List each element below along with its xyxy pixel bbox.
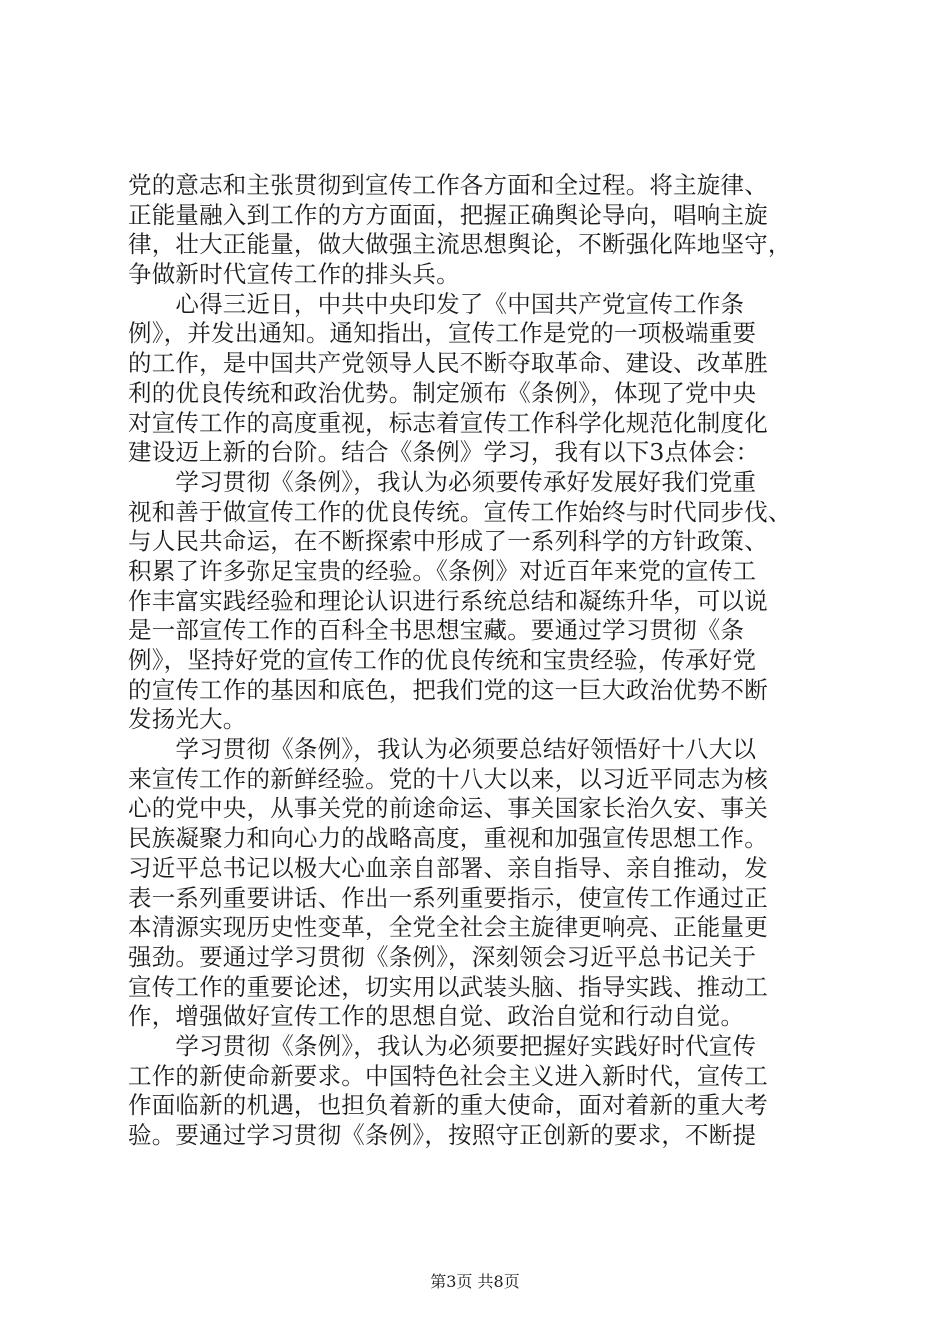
text-line: 学习贯彻《条例》，我认为必须要传承好发展好我们党重 bbox=[128, 467, 757, 496]
text-line: 工作的新使命新要求。中国特色社会主义进入新时代，宣传工 bbox=[128, 1061, 768, 1090]
text-line: 作面临新的机遇，也担负着新的重大使命，面对着新的重大考 bbox=[128, 1091, 768, 1120]
text-line: 学习贯彻《条例》，我认为必须要总结好领悟好十八大以 bbox=[128, 735, 757, 764]
document-body bbox=[128, 171, 840, 1151]
text-line: 心得三近日，中共中央印发了《中国共产党宣传工作条 bbox=[128, 289, 745, 318]
text-line: 正能量融入到工作的方方面面，把握正确舆论导向，唱响主旋 bbox=[128, 200, 768, 229]
text-line: 是一部宣传工作的百科全书思想宝藏。要通过学习贯彻《条 bbox=[128, 616, 745, 645]
text-line: 民族凝聚力和向心力的战略高度，重视和加强宣传思想工作。 bbox=[128, 824, 768, 853]
text-line: 作，增强做好宣传工作的思想自觉、政治自觉和行动自觉。 bbox=[128, 1002, 745, 1031]
text-line: 利的优良传统和政治优势。制定颁布《条例》，体现了党中央 bbox=[128, 378, 757, 407]
text-line: 心的党中央，从事关党的前途命运、事关国家长治久安、事关 bbox=[128, 794, 768, 823]
text-line: 发扬光大。 bbox=[128, 705, 247, 734]
text-line: 学习贯彻《条例》，我认为必须要把握好实践好时代宣传 bbox=[128, 1031, 757, 1060]
text-line: 本清源实现历史性变革，全党全社会主旋律更响亮、正能量更 bbox=[128, 913, 768, 942]
text-line: 争做新时代宣传工作的排头兵。 bbox=[128, 260, 460, 289]
text-line: 表一系列重要讲话、作出一系列重要指示，使宣传工作通过正 bbox=[128, 883, 768, 912]
text-line: 的工作，是中国共产党领导人民不断夺取革命、建设、改革胜 bbox=[128, 349, 768, 378]
text-line: 强劲。要通过学习贯彻《条例》，深刻领会习近平总书记关于 bbox=[128, 942, 757, 971]
text-line: 作丰富实践经验和理论认识进行系统总结和凝练升华，可以说 bbox=[128, 586, 768, 615]
text-line: 建设迈上新的台阶。结合《条例》学习，我有以下3点体会： bbox=[128, 438, 760, 467]
text-line: 验。要通过学习贯彻《条例》，按照守正创新的要求，不断提 bbox=[128, 1121, 757, 1149]
page-number-footer: 第3页 共8页 bbox=[430, 1272, 520, 1291]
text-line: 例》，并发出通知。通知指出，宣传工作是党的一项极端重要 bbox=[128, 319, 757, 348]
text-line: 对宣传工作的高度重视，标志着宣传工作科学化规范化制度化 bbox=[128, 408, 768, 437]
text-line: 例》，坚持好党的宣传工作的优良传统和宝贵经验，传承好党 bbox=[128, 646, 757, 674]
text-line: 来宣传工作的新鲜经验。党的十八大以来，以习近平同志为核 bbox=[128, 764, 768, 793]
text-line: 律，壮大正能量，做大做强主流思想舆论，不断强化阵地坚守， bbox=[128, 230, 792, 259]
text-line: 积累了许多弥足宝贵的经验。《条例》对近百年来党的宣传工 bbox=[128, 556, 757, 585]
text-line: 的宣传工作的基因和底色，把我们党的这一巨大政治优势不断 bbox=[128, 675, 768, 704]
text-line: 宣传工作的重要论述，切实用以武装头脑、指导实践、推动工 bbox=[128, 972, 768, 1001]
text-line: 习近平总书记以极大心血亲自部署、亲自指导、亲自推动，发 bbox=[128, 853, 768, 882]
text-line: 视和善于做宣传工作的优良传统。宣传工作始终与时代同步伐、 bbox=[128, 497, 792, 526]
text-line: 与人民共命运，在不断探索中形成了一系列科学的方针政策、 bbox=[128, 527, 768, 556]
text-line: 党的意志和主张贯彻到宣传工作各方面和全过程。将主旋律、 bbox=[128, 171, 768, 199]
